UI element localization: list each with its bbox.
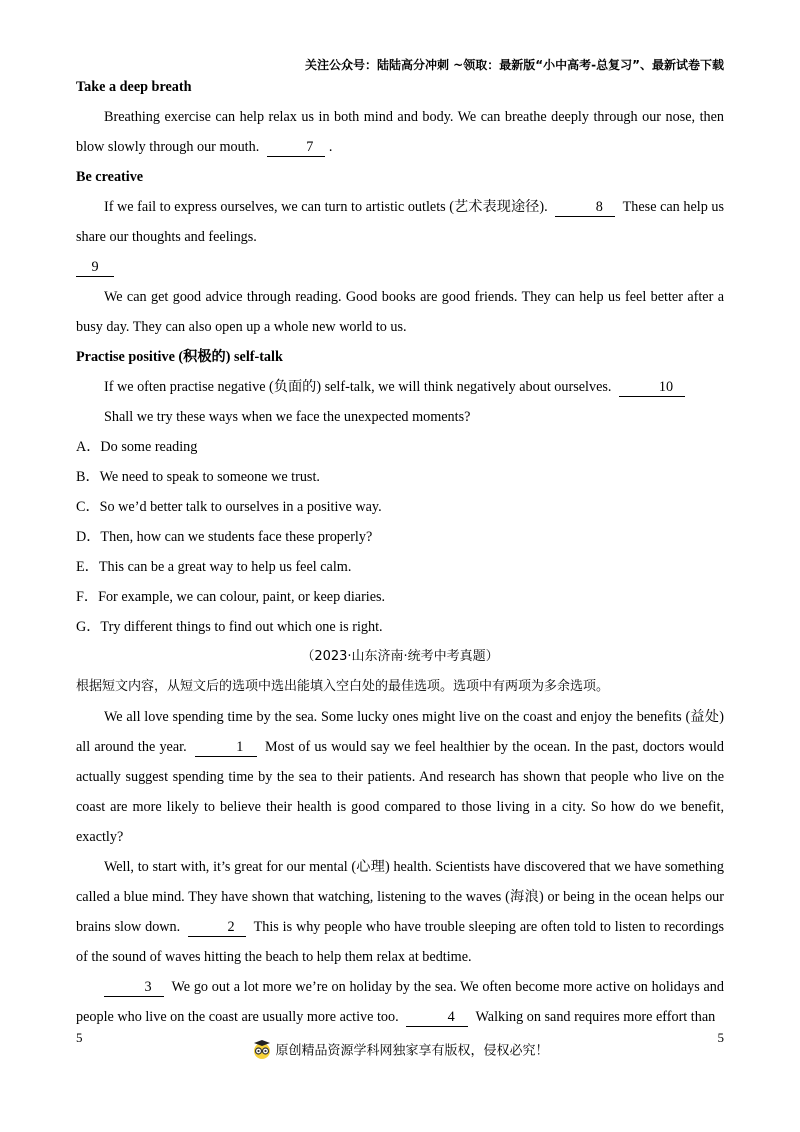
option-b: B．We need to speak to someone we trust. xyxy=(76,469,320,485)
section-heading: Be creative xyxy=(76,169,144,185)
blank-1: 1 xyxy=(195,738,257,757)
blank-9: 9 xyxy=(76,258,114,277)
option-f: F．For example, we can colour, paint, or keep diaries. xyxy=(76,589,386,605)
blank-2: 2 xyxy=(188,918,246,937)
section-heading: Take a deep breath xyxy=(76,79,192,95)
owl-logo-icon xyxy=(251,1038,273,1064)
copyright-text: 原创精品资源学科网独家享有版权，侵权必究！ xyxy=(275,1043,549,1059)
option-a: A．Do some reading xyxy=(76,439,198,455)
document-body xyxy=(76,72,724,1032)
footer xyxy=(0,1038,800,1064)
page-number-left: 5 xyxy=(76,1030,83,1045)
source-line: （2023·山东济南·统考中考真题） xyxy=(301,649,499,664)
page-number-right: 5 xyxy=(717,1030,724,1045)
page-header: 关注公众号：陆陆高分冲刺 ~领取：最新版“小中高考-总复习”、最新试卷下载 xyxy=(305,58,724,72)
blank-7: 7 xyxy=(267,138,325,157)
paragraph: Breathing exercise can help relax us in both mind and body. We can breathe deeply through our nose, then blow slowly through our mouth. 7 . xyxy=(76,109,724,155)
instruction: 根据短文内容，从短文后的选项中选出能填入空白处的最佳选项。选项中有两项为多余选项。 xyxy=(76,679,610,694)
paragraph: If we often practise negative (负面的) self-talk, we will think negatively about ourselves. 10 xyxy=(76,372,724,402)
section-heading: Practise positive (积极的) self-talk xyxy=(76,349,283,365)
paragraph: We can get good advice through reading. Good books are good friends. They can help us feel better after a busy day. They can also open up a whole new world to us. xyxy=(76,289,724,335)
blank-10: 10 xyxy=(619,378,685,397)
paragraph: We all love spending time by the sea. Some lucky ones might live on the coast and enjoy the benefits (益处) all around the year. 1 Most of us would say we feel healthier by the ocean. In the past, doctors would actually suggest spending time by the sea to their patients. And research has shown that people who live on the coast are more likely to believe their health is good compared to those living in a city. So how do we benefit, exactly? xyxy=(76,709,725,845)
paragraph: Well, to start with, it’s great for our mental (心理) health. Scientists have discovered that we have something called a blue mind. They have shown that watching, listening to the waves (海浪) or being in the ocean helps our brains slow down. 2 This is why people who have trouble sleeping are often told to listen to recordings of the sound of waves hitting the beach to help them relax at bedtime. xyxy=(76,859,724,965)
option-e: E．This can be a great way to help us feel calm. xyxy=(76,559,352,575)
blank-3: 3 xyxy=(104,978,164,997)
paragraph: Shall we try these ways when we face the unexpected moments? xyxy=(104,409,471,425)
blank-8: 8 xyxy=(555,198,615,217)
option-c: C．So we’d better talk to ourselves in a positive way. xyxy=(76,499,382,515)
option-d: D．Then, how can we students face these properly? xyxy=(76,529,373,545)
option-g: G．Try different things to find out which one is right. xyxy=(76,619,383,635)
paragraph xyxy=(76,252,724,282)
blank-4: 4 xyxy=(406,1008,468,1027)
paragraph: If we fail to express ourselves, we can turn to artistic outlets (艺术表现途径). 8 These can help us share our thoughts and feelings. xyxy=(76,199,725,245)
paragraph: 3 We go out a lot more we’re on holiday by the sea. We often become more active on holidays and people who live on the coast are usually more active too. 4 Walking on sand requires more effort than xyxy=(76,979,724,1025)
